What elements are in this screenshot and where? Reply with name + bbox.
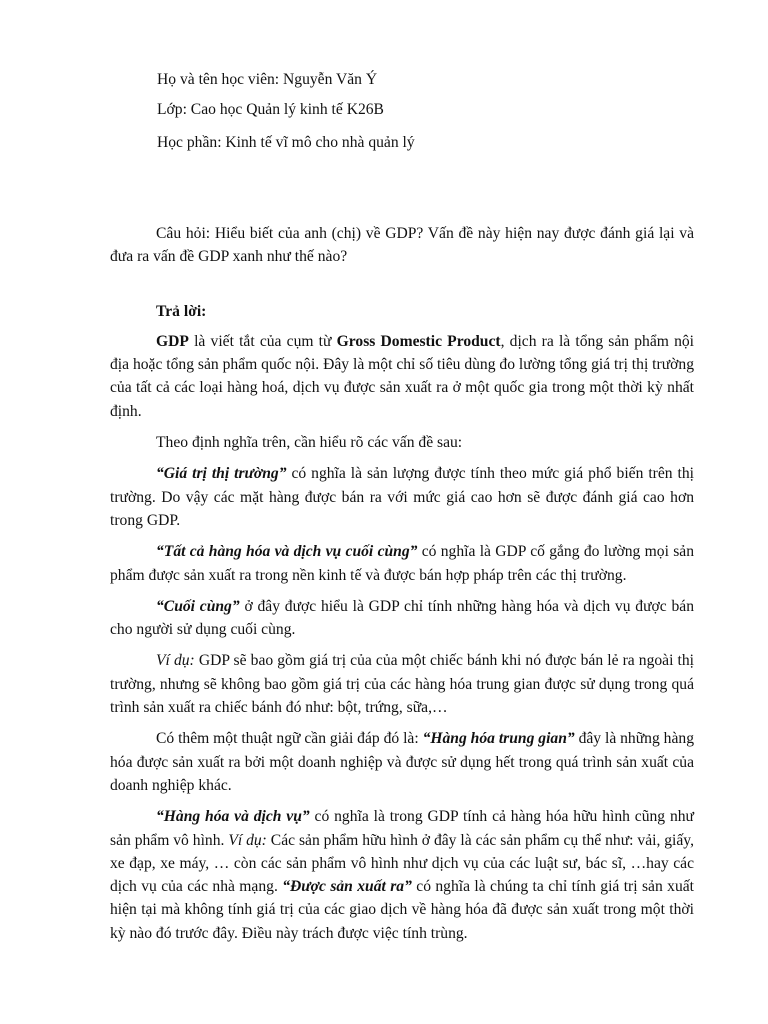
text: Có thêm một thuật ngữ cần giải đáp đó là: [156, 730, 423, 748]
goods-and-services-paragraph [110, 805, 694, 945]
example-label: Ví dụ: [156, 652, 195, 670]
text: đây là những hàng hóa được sản xuất ra bởi một doanh nghiệp và được sử dụng hết trong quá trình sản xuất của doanh nghiệp khác. [110, 730, 694, 794]
gdp-definition-paragraph [110, 330, 694, 423]
answer-label: Trả lời: [156, 302, 207, 320]
course-line: Học phần: Kinh tế vĩ mô cho nhà quản lý [157, 134, 415, 151]
text: có nghĩa là trong GDP tính cả hàng hóa hữu hình cũng như sản phẩm vô hình. [110, 808, 694, 849]
text: có nghĩa là GDP cố gắng đo lường mọi sản phẩm được sản xuất ra trong nền kinh tế và được bán hợp pháp trên các thị trường. [110, 543, 695, 584]
market-value-paragraph [110, 462, 694, 532]
text: ở đây được hiểu là GDP chỉ tính những hàng hóa và dịch vụ được bán cho người sử dụng cuối cùng. [110, 597, 694, 639]
term-final: “Cuối cùng” [156, 597, 240, 615]
term-goods-and-services: “Hàng hóa và dịch vụ” [156, 808, 310, 826]
term-market-value: “Giá trị thị trường” [156, 465, 287, 483]
term-gross-domestic-product: Gross Domestic Product [336, 332, 501, 350]
text: GDP sẽ bao gồm giá trị của của một chiếc bánh khi nó được bán lẻ ra ngoài thị trường, nhưng sẽ không bao gồm giá trị của các hàng hóa trung gian được sử dụng trong quá trình sản xuất ra chiếc bánh đó như: bột, trứng, sữa,… [110, 652, 694, 717]
example-paragraph [110, 649, 694, 719]
term-gdp: GDP [156, 332, 189, 350]
document-body [110, 222, 694, 945]
text: là viết tắt của cụm từ [188, 332, 337, 350]
student-name-line: Họ và tên học viên: Nguyễn Văn Ý [157, 71, 378, 88]
text: có nghĩa là sản lượng được tính theo mức giá phổ biến trên thị trường. Do vậy các mặt hàng được bán ra với mức giá cao hơn sẽ được đánh giá cao hơn trong GDP. [110, 465, 694, 529]
term-intermediate-goods: “Hàng hóa trung gian” [422, 730, 575, 748]
term-produced: “Được sản xuất ra” [282, 878, 412, 896]
class-line: Lớp: Cao học Quản lý kinh tế K26B [157, 101, 384, 118]
text: có nghĩa là chúng ta chỉ tính giá trị sản xuất hiện tại mà không tính giá trị của các giao dịch về hàng hóa đã được sản xuất trong một thời kỳ nào đó trước đây. Điều này trách được việc tính trùng. [110, 878, 694, 942]
final-paragraph [110, 595, 694, 642]
example-label: Ví dụ: [228, 831, 267, 849]
intermediate-goods-paragraph [110, 727, 694, 797]
text: Các sản phẩm hữu hình ở đây là các sản phẩm cụ thể như: vải, giấy, xe đạp, xe máy, … còn các sản phẩm vô hình như dịch vụ của các luật sư, bác sĩ, …hay các dịch vụ của các nhà mạng. [110, 831, 694, 896]
all-final-goods-paragraph [110, 540, 694, 587]
term-all-final-goods: “Tất cả hàng hóa và dịch vụ cuối cùng” [156, 543, 418, 561]
text: , dịch ra là tổng sản phẩm nội địa hoặc tổng sản phẩm quốc nội. Đây là một chỉ số tiêu dùng đo lường tổng giá trị thị trường của tất cả các loại hàng hoá, dịch vụ được sản xuất ra ở một quốc gia trong một thời kỳ nhất định. [110, 332, 694, 420]
question-paragraph: Câu hỏi: Hiểu biết của anh (chị) về GDP? Vấn đề này hiện nay được đánh giá lại và đưa ra vấn đề GDP xanh như thế nào? [110, 225, 694, 266]
definition-intro-paragraph: Theo định nghĩa trên, cần hiểu rõ các vấn đề sau: [156, 434, 463, 452]
